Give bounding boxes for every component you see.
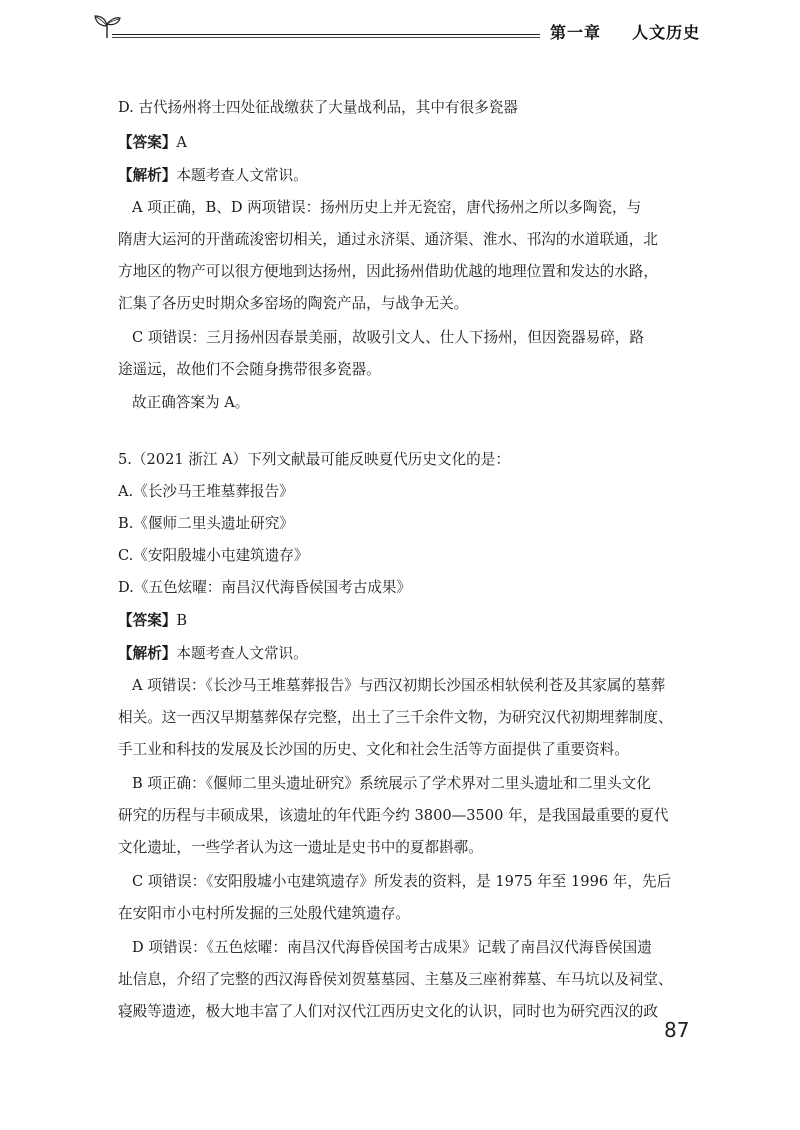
- q5-analysis-label: 【解析】: [118, 645, 177, 662]
- chapter-section: 人文历史: [632, 23, 701, 42]
- page-header: [0, 0, 800, 60]
- q5-para-c-line: C 项错误：《安阳殷墟小屯建筑遗存》所发表的资料，是 1975 年至 1996 年，先后: [132, 873, 672, 890]
- q5-para-b-line: B 项正确：《偃师二里头遗址研究》系统展示了学术界对二里头遗址和二里头文化: [132, 775, 651, 792]
- q5-option: A.《长沙马王堆墓葬报告》: [118, 483, 294, 500]
- q5-para-d-line: 址信息，介绍了完整的西汉海昏侯刘贺墓墓园、主墓及三座祔葬墓、车马坑以及祠堂、: [118, 971, 673, 988]
- q5-para-a-line: A 项错误：《长沙马王堆墓葬报告》与西汉初期长沙国丞相轪侯利苍及其家属的墓葬: [132, 677, 666, 694]
- q5-option: C.《安阳殷墟小屯建筑遗存》: [118, 547, 309, 564]
- q4-analysis-intro: 本题考查人文常识。: [176, 167, 308, 184]
- q5-option: B.《偃师二里头遗址研究》: [118, 515, 294, 532]
- q4-analysis-label: 【解析】: [118, 167, 177, 184]
- q4-conclusion: 故正确答案为 A。: [132, 394, 250, 411]
- page-number: 87: [664, 1018, 690, 1042]
- q4-para-a-line: 隋唐大运河的开凿疏浚密切相关，通过永济渠、通济渠、淮水、邗沟的水道联通，北: [118, 231, 658, 248]
- q5-answer-value: B: [176, 612, 188, 629]
- q5-stem: 5.（2021 浙江 A）下列文献最可能反映夏代历史文化的是：: [118, 451, 510, 468]
- q4-answer-label: 【答案】: [118, 134, 177, 151]
- q5-answer: [118, 611, 187, 631]
- q4-para-a-line: 方地区的物产可以很方便地到达扬州，因此扬州借助优越的地理位置和发达的水路，: [118, 263, 658, 280]
- q4-para-c-line: C 项错误：三月扬州因春景美丽，故吸引文人、仕人下扬州，但因瓷器易碎，路: [132, 329, 644, 346]
- q4-answer-value: A: [176, 134, 187, 151]
- q5-analysis: [118, 644, 308, 664]
- q5-answer-label: 【答案】: [118, 612, 177, 629]
- q5-para-d-line: 寝殿等遗迹，极大地丰富了人们对汉代江西历史文化的认识，同时也为研究西汉的政: [118, 1003, 658, 1020]
- q5-para-d-line: D 项错误：《五色炫曜：南昌汉代海昏侯国考古成果》记载了南昌汉代海昏侯国遗: [132, 939, 652, 956]
- q5-para-a-line: 相关。这一西汉早期墓葬保存完整，出土了三千余件文物，为研究汉代初期埋葬制度、: [118, 709, 673, 726]
- q4-option-d: D. 古代扬州将士四处征战缴获了大量战利品，其中有很多瓷器: [118, 99, 518, 116]
- chapter-number: 第一章: [550, 23, 602, 42]
- header-rule-thin: [112, 37, 540, 38]
- chapter-title: [550, 20, 700, 43]
- q5-option: D.《五色炫曜：南昌汉代海昏侯国考古成果》: [118, 579, 412, 596]
- header-rule: [112, 34, 540, 35]
- q4-analysis: [118, 166, 308, 186]
- q5-para-a-line: 手工业和科技的发展及长沙国的历史、文化和社会生活等方面提供了重要资料。: [118, 741, 629, 758]
- q5-para-b-line: 研究的历程与丰硕成果，该遗址的年代距今约 3800—3500 年，是我国最重要的夏代: [118, 807, 669, 824]
- q4-answer: [118, 133, 187, 153]
- q4-para-a-line: 汇集了各历史时期众多窑场的陶瓷产品，与战争无关。: [118, 295, 469, 312]
- q4-para-a-line: A 项正确，B、D 两项错误：扬州历史上并无瓷窑，唐代扬州之所以多陶瓷，与: [132, 199, 642, 216]
- sprout-icon: [92, 10, 122, 40]
- q5-para-c-line: 在安阳市小屯村所发掘的三处殷代建筑遗存。: [118, 905, 410, 922]
- q4-para-c-line: 途遥远，故他们不会随身携带很多瓷器。: [118, 361, 381, 378]
- q5-para-b-line: 文化遗址，一些学者认为这一遗址是史书中的夏都斟鄩。: [118, 839, 483, 856]
- q5-analysis-intro: 本题考查人文常识。: [176, 645, 308, 662]
